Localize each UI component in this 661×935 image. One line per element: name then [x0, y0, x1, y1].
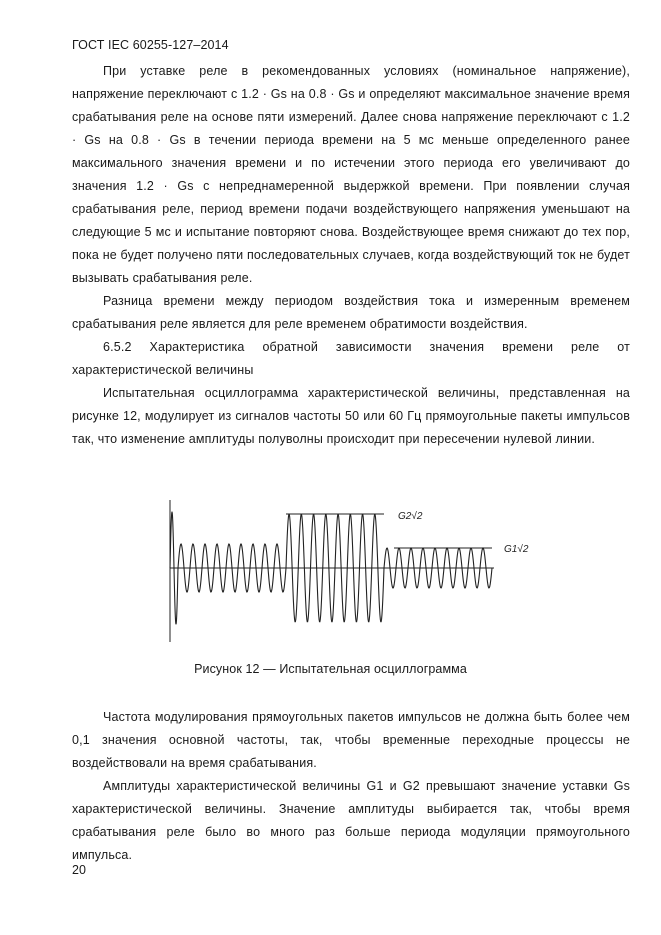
g2-sqrt2-label: G2√2: [398, 511, 423, 522]
figure-12-oscillogram: [166, 498, 546, 648]
figure-caption: Рисунок 12 — Испытательная осциллограмма: [194, 662, 467, 676]
paragraph-switching-procedure: При уставке реле в рекомендованных условиях (номинальное напряжение), напряжение переключают с 1.2 · Gs на 0.8 · Gs и определяют максимальное значение время срабатывания реле на основе пяти измерений. Далее снова напряжение переключают с 1.2 · Gs на 0.8 · Gs в течении периода времени на 5 мс меньше определенного ранее максимального значения времени и по истечении этого периода его увеличивают до значения 1.2 · Gs с непреднамеренной выдержкой времени. При появлении случая срабатывания реле, период времени подачи воздействующего напряжения уменьшают на следующие 5 мс и испытание повторяют снова. Воздействующее время снижают до тех пор, пока не будет получено пяти последовательных случаев, когда воздействующий ток не будет вызывать срабатывания реле.: [72, 64, 630, 285]
top-text-block: [72, 60, 630, 451]
paragraph-reversal-time: Разница времени между периодом воздействия тока и измеренным временем срабатывания реле является для реле временем обратимости воздействия.: [72, 294, 630, 331]
page-number: 20: [72, 863, 86, 877]
section-heading-6-5-2: 6.5.2 Характеристика обратной зависимости значения времени реле от характеристической величины: [72, 340, 630, 377]
document-header: ГОСТ IEC 60255-127–2014: [72, 38, 229, 52]
paragraph-modulation-frequency: Частота модулирования прямоугольных пакетов импульсов не должна быть более чем 0,1 значения основной частоты, так, чтобы временные переходные процессы не воздействовали на время срабатывания.: [72, 710, 630, 770]
bottom-text-block: [72, 706, 630, 867]
oscillogram-svg: [166, 498, 546, 648]
g1-sqrt2-label: G1√2: [504, 544, 529, 555]
paragraph-oscillogram-description: Испытательная осциллограмма характеристической величины, представленная на рисунке 12, модулирует из сигналов частоты 50 или 60 Гц прямоугольные пакеты импульсов так, что изменение амплитуды полуволны происходит при пересечении нулевой линии.: [72, 386, 630, 446]
paragraph-amplitudes: Амплитуды характеристической величины G1 и G2 превышают значение уставки Gs характеристической величины. Значение амплитуды выбирается так, чтобы время срабатывания реле было во много раз больше периода модуляции прямоугольного импульса.: [72, 779, 630, 862]
